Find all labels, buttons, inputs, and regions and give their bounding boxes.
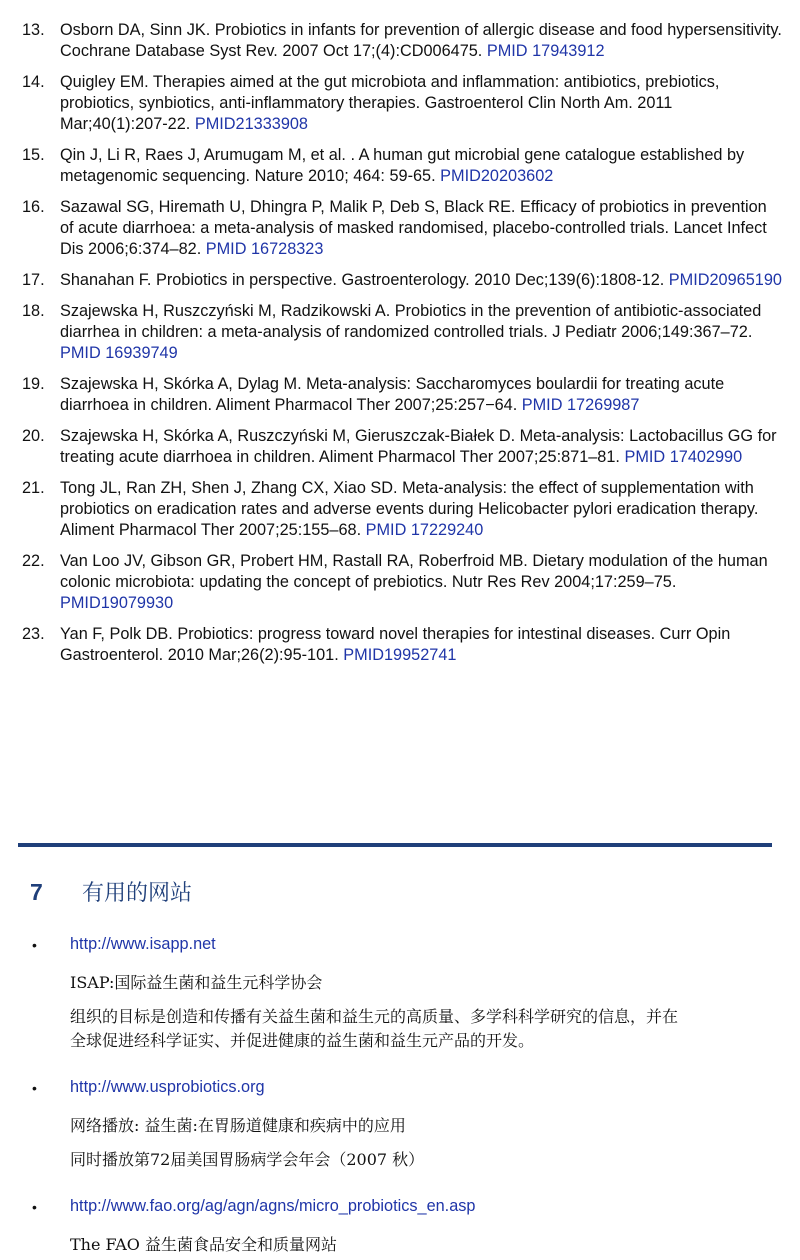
reference-item [22, 374, 782, 416]
bullet-icon: • [32, 1199, 37, 1215]
website-description: The FAO 益生菌食品安全和质量网站 [70, 1235, 338, 1254]
reference-number: 16. [22, 198, 45, 216]
reference-number: 14. [22, 73, 45, 91]
pmid-link[interactable]: PMID21333908 [194, 115, 308, 133]
reference-item [22, 197, 782, 260]
website-description: 全球促进经科学证实、并促进健康的益生菌和益生元产品的开发。 [70, 1031, 535, 1050]
reference-text: Szajewska H, Ruszczyński M, Radzikowski A. Probiotics in the prevention of antibiotic-associated diarrhea in children: a meta-analysis of randomized controlled trials. J Pediatr 2006;149:367–72. [60, 302, 762, 341]
pmid-link[interactable]: PMID19079930 [60, 594, 174, 612]
reference-number: 21. [22, 479, 45, 497]
pmid-link[interactable]: PMID 17229240 [365, 521, 484, 539]
website-description: 网络播放: 益生菌:在胃肠道健康和疾病中的应用 [70, 1116, 406, 1135]
reference-text: Sazawal SG, Hiremath U, Dhingra P, Malik P, Deb S, Black RE. Efficacy of probiotics in prevention of acute diarrhoea: a meta-analysis of masked randomised, placebo-controlled trials. Lancet Infect Dis 2006;6:374–82. [60, 198, 767, 258]
pmid-link[interactable]: PMID 17943912 [486, 42, 605, 60]
reference-text: Yan F, Polk DB. Probiotics: progress toward novel therapies for intestinal diseases. Curr Opin Gastroenterol. 2010 Mar;26(2):95-101. [60, 625, 731, 664]
reference-text: Shanahan F. Probiotics in perspective. Gastroenterology. 2010 Dec;139(6):1808-12. [60, 271, 669, 289]
website-link[interactable]: http://www.isapp.net [70, 935, 216, 953]
reference-text: Quigley EM. Therapies aimed at the gut microbiota and inflammation: antibiotics, prebiotics, probiotics, synbiotics, anti-inflammatory therapies. Gastroenterol Clin North Am. 2011 Mar;40(1):207-22. [60, 73, 720, 133]
reference-item [22, 478, 782, 541]
pmid-link[interactable]: PMID 16728323 [205, 240, 324, 258]
website-description: 组织的目标是创造和传播有关益生菌和益生元的高质量、多学科科学研究的信息，并在 [70, 1007, 679, 1026]
section-title: 有用的网站 [82, 881, 193, 906]
reference-item [22, 145, 782, 187]
bullet-icon: • [32, 1080, 37, 1096]
section-divider [18, 843, 772, 847]
reference-number: 23. [22, 625, 45, 643]
website-description: 同时播放第72届美国胃肠病学会年会（2007 秋） [70, 1150, 425, 1169]
pmid-link[interactable]: PMID20965190 [668, 271, 782, 289]
reference-item [22, 624, 782, 666]
reference-text: Osborn DA, Sinn JK. Probiotics in infants for prevention of allergic disease and food hypersensitivity. Cochrane Database Syst Rev. 2007 Oct 17;(4):CD006475. [60, 21, 782, 60]
pmid-link[interactable]: PMID 17269987 [521, 396, 640, 414]
section-number: 7 [30, 879, 43, 905]
website-description: ISAP:国际益生菌和益生元科学协会 [70, 973, 323, 992]
reference-number: 18. [22, 302, 45, 320]
reference-number: 19. [22, 375, 45, 393]
website-link[interactable]: http://www.usprobiotics.org [70, 1078, 265, 1096]
reference-item [22, 20, 782, 62]
reference-list [22, 20, 782, 676]
reference-item [22, 270, 782, 291]
section-heading [30, 876, 192, 907]
reference-number: 20. [22, 427, 45, 445]
pmid-link[interactable]: PMID20203602 [440, 167, 554, 185]
reference-text: Tong JL, Ran ZH, Shen J, Zhang CX, Xiao SD. Meta-analysis: the effect of supplementation with probiotics on eradication rates and adverse events during Helicobacter pylori eradication therapy. Aliment Pharmacol Ther 2007;25:155–68. [60, 479, 759, 539]
reference-text: Szajewska H, Skórka A, Ruszczyński M, Gieruszczak-Białek D. Meta-analysis: Lactobacillus GG for treating acute diarrhoea in children. Aliment Pharmacol Ther 2007;25:871–81. [60, 427, 777, 466]
reference-number: 22. [22, 552, 45, 570]
reference-number: 15. [22, 146, 45, 164]
reference-number: 17. [22, 271, 45, 289]
reference-item [22, 301, 782, 364]
reference-text: Szajewska H, Skórka A, Dylag M. Meta-analysis: Saccharomyces boulardii for treating acute diarrhoea in children. Aliment Pharmacol Ther 2007;25:257−64. [60, 375, 725, 414]
reference-text: Qin J, Li R, Raes J, Arumugam M, et al. . A human gut microbial gene catalogue established by metagenomic sequencing. Nature 2010; 464: 59-65. [60, 146, 745, 185]
reference-item [22, 426, 782, 468]
reference-text: Van Loo JV, Gibson GR, Probert HM, Rastall RA, Roberfroid MB. Dietary modulation of the human colonic microbiota: updating the concept of prebiotics. Nutr Res Rev 2004;17:259–75. [60, 552, 768, 591]
bullet-icon: • [32, 937, 37, 953]
pmid-link[interactable]: PMID 16939749 [60, 344, 178, 362]
reference-number: 13. [22, 21, 45, 39]
pmid-link[interactable]: PMID 17402990 [624, 448, 743, 466]
reference-item [22, 72, 782, 135]
website-link[interactable]: http://www.fao.org/ag/agn/agns/micro_probiotics_en.asp [70, 1197, 476, 1215]
pmid-link[interactable]: PMID19952741 [343, 646, 457, 664]
reference-item [22, 551, 782, 614]
